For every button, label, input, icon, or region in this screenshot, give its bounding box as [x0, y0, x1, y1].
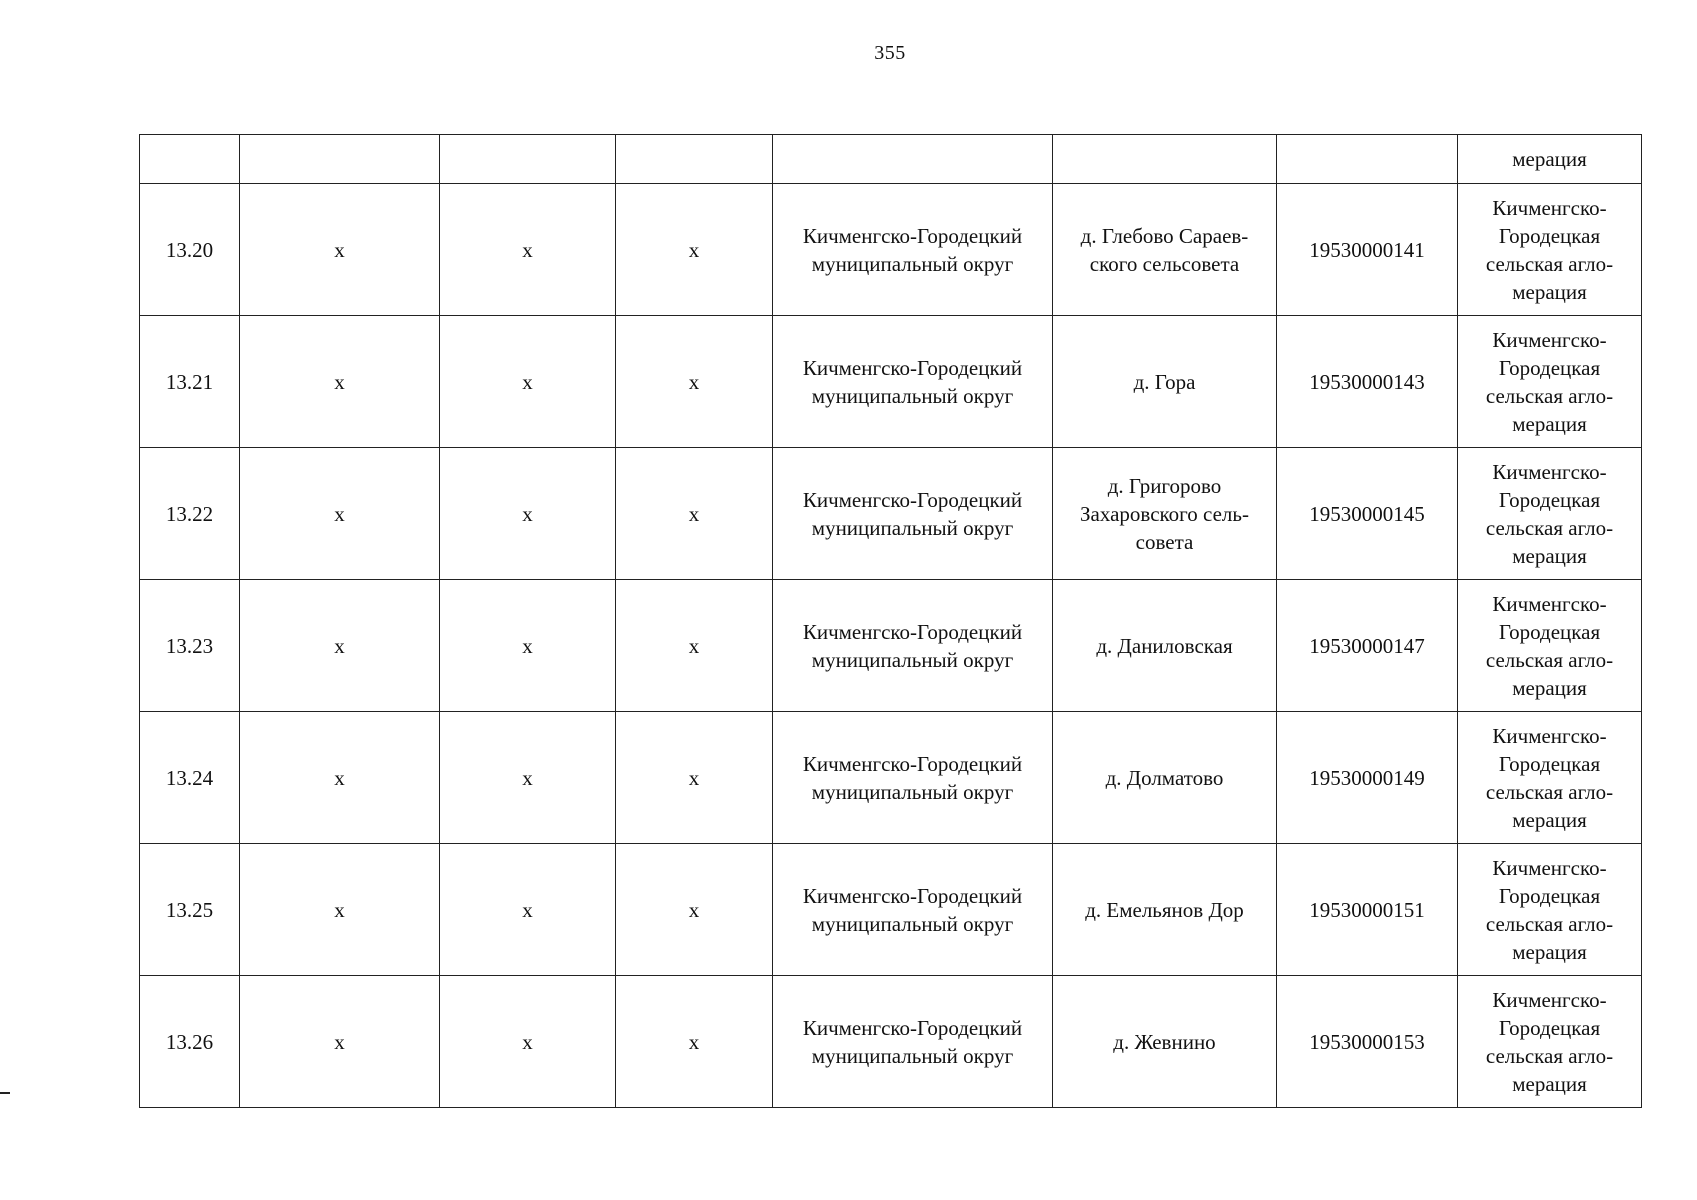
- agglomeration-cell: [1458, 184, 1642, 316]
- settlement-cell-line: д. Долматово: [1105, 765, 1224, 790]
- table-row: [140, 316, 1642, 448]
- agglomeration-cell-line: Кичменгско-: [1492, 591, 1607, 616]
- code-cell: 19530000151: [1277, 844, 1458, 976]
- settlements-table: [139, 134, 1642, 1108]
- mark-cell: х: [440, 184, 616, 316]
- district-cell-line: Кичменгско-Городецкий: [802, 223, 1023, 248]
- table-row: [140, 976, 1642, 1108]
- agglomeration-cell: [1458, 976, 1642, 1108]
- district-cell-line: Кичменгско-Городецкий: [802, 751, 1023, 776]
- cont-cell-num: [140, 135, 240, 184]
- code-cell: 19530000141: [1277, 184, 1458, 316]
- mark-cell: х: [440, 316, 616, 448]
- agglomeration-cell-line: мерация: [1512, 675, 1587, 700]
- agglomeration-cell: [1458, 844, 1642, 976]
- settlement-cell-line: д. Жевнино: [1113, 1029, 1216, 1054]
- mark-cell: х: [616, 184, 773, 316]
- agglomeration-cell-line: сельская агло-: [1485, 383, 1614, 408]
- row-number-cell: 13.25: [140, 844, 240, 976]
- settlement-cell: [1053, 844, 1277, 976]
- mark-cell: х: [240, 316, 440, 448]
- settlement-cell: [1053, 184, 1277, 316]
- mark-cell: х: [240, 448, 440, 580]
- settlement-cell-line: д. Даниловская: [1096, 633, 1233, 658]
- code-cell: 19530000147: [1277, 580, 1458, 712]
- settlement-cell-line: ского сельсовета: [1089, 251, 1240, 276]
- row-number-cell: 13.26: [140, 976, 240, 1108]
- agglomeration-cell-line: сельская агло-: [1485, 515, 1614, 540]
- cont-cell-agglomeration: мерация: [1458, 135, 1642, 184]
- mark-cell: х: [440, 976, 616, 1108]
- settlement-cell-line: д. Глебово Сараев-: [1080, 223, 1249, 248]
- row-number-cell: 13.20: [140, 184, 240, 316]
- agglomeration-cell: [1458, 580, 1642, 712]
- mark-cell: х: [240, 580, 440, 712]
- district-cell-line: муниципальный округ: [811, 251, 1014, 276]
- mark-cell: х: [440, 580, 616, 712]
- district-cell-line: муниципальный округ: [811, 911, 1014, 936]
- code-cell: 19530000149: [1277, 712, 1458, 844]
- agglomeration-cell-line: сельская агло-: [1485, 779, 1614, 804]
- table-row: [140, 580, 1642, 712]
- agglomeration-cell-line: мерация: [1512, 543, 1587, 568]
- district-cell: [773, 844, 1053, 976]
- agglomeration-cell: [1458, 316, 1642, 448]
- agglomeration-cell-line: мерация: [1512, 807, 1587, 832]
- agglomeration-cell-line: сельская агло-: [1485, 251, 1614, 276]
- agglomeration-cell-line: сельская агло-: [1485, 647, 1614, 672]
- agglomeration-cell-line: Кичменгско-: [1492, 855, 1607, 880]
- district-cell-line: Кичменгско-Городецкий: [802, 619, 1023, 644]
- code-cell: 19530000143: [1277, 316, 1458, 448]
- cont-cell-c2: [240, 135, 440, 184]
- settlement-cell: [1053, 580, 1277, 712]
- code-cell: 19530000145: [1277, 448, 1458, 580]
- table-row: [140, 448, 1642, 580]
- district-cell-line: Кичменгско-Городецкий: [802, 1015, 1023, 1040]
- agglomeration-cell-line: мерация: [1512, 939, 1587, 964]
- agglomeration-cell-line: Городецкая: [1498, 1015, 1601, 1040]
- margin-mark: [0, 1092, 10, 1094]
- district-cell: [773, 580, 1053, 712]
- settlement-cell: [1053, 316, 1277, 448]
- agglomeration-cell-line: Кичменгско-: [1492, 327, 1607, 352]
- row-number-cell: 13.23: [140, 580, 240, 712]
- mark-cell: х: [616, 844, 773, 976]
- district-cell: [773, 712, 1053, 844]
- settlement-cell-line: Захаровского сель-: [1080, 501, 1249, 526]
- table-row: [140, 184, 1642, 316]
- settlement-cell: [1053, 712, 1277, 844]
- table-row: [140, 712, 1642, 844]
- agglomeration-cell-line: Городецкая: [1498, 355, 1601, 380]
- table-row: [140, 844, 1642, 976]
- district-cell-line: муниципальный округ: [811, 647, 1014, 672]
- agglomeration-cell-line: Кичменгско-: [1492, 195, 1607, 220]
- mark-cell: х: [616, 580, 773, 712]
- district-cell-line: муниципальный округ: [811, 515, 1014, 540]
- cont-cell-c4: [616, 135, 773, 184]
- settlement-cell: [1053, 976, 1277, 1108]
- district-cell-line: муниципальный округ: [811, 1043, 1014, 1068]
- cont-cell-settlement: [1053, 135, 1277, 184]
- settlement-cell-line: д. Емельянов Дор: [1085, 897, 1244, 922]
- agglomeration-cell: [1458, 448, 1642, 580]
- district-cell-line: муниципальный округ: [811, 383, 1014, 408]
- agglomeration-cell-line: Городецкая: [1498, 487, 1601, 512]
- district-cell: [773, 184, 1053, 316]
- agglomeration-cell-line: мерация: [1512, 411, 1587, 436]
- agglomeration-cell-line: Кичменгско-: [1492, 987, 1607, 1012]
- settlement-cell-line: совета: [1135, 529, 1194, 554]
- agglomeration-cell: [1458, 712, 1642, 844]
- agglomeration-cell-line: Кичменгско-: [1492, 723, 1607, 748]
- cont-cell-district: [773, 135, 1053, 184]
- district-cell-line: Кичменгско-Городецкий: [802, 883, 1023, 908]
- mark-cell: х: [440, 448, 616, 580]
- row-number-cell: 13.21: [140, 316, 240, 448]
- mark-cell: х: [440, 712, 616, 844]
- agglomeration-cell-line: Городецкая: [1498, 223, 1601, 248]
- settlement-cell: [1053, 448, 1277, 580]
- settlement-cell-line: д. Григорово: [1107, 473, 1222, 498]
- row-number-cell: 13.22: [140, 448, 240, 580]
- agglomeration-cell-line: мерация: [1512, 279, 1587, 304]
- mark-cell: х: [616, 448, 773, 580]
- cont-cell-code: [1277, 135, 1458, 184]
- mark-cell: х: [240, 712, 440, 844]
- mark-cell: х: [616, 712, 773, 844]
- row-number-cell: 13.24: [140, 712, 240, 844]
- mark-cell: х: [616, 316, 773, 448]
- agglomeration-cell-line: Городецкая: [1498, 619, 1601, 644]
- mark-cell: х: [616, 976, 773, 1108]
- agglomeration-cell-line: Кичменгско-: [1492, 459, 1607, 484]
- district-cell: [773, 448, 1053, 580]
- table-body: [140, 135, 1642, 1108]
- district-cell-line: муниципальный округ: [811, 779, 1014, 804]
- mark-cell: х: [240, 184, 440, 316]
- agglomeration-cell-line: Городецкая: [1498, 883, 1601, 908]
- agglomeration-cell-line: Городецкая: [1498, 751, 1601, 776]
- page-number: 355: [874, 42, 906, 64]
- agglomeration-cell-line: сельская агло-: [1485, 911, 1614, 936]
- mark-cell: х: [240, 844, 440, 976]
- code-cell: 19530000153: [1277, 976, 1458, 1108]
- district-cell: [773, 316, 1053, 448]
- district-cell: [773, 976, 1053, 1108]
- district-cell-line: Кичменгско-Городецкий: [802, 355, 1023, 380]
- cont-cell-c3: [440, 135, 616, 184]
- settlement-cell-line: д. Гора: [1133, 369, 1196, 394]
- continuation-row: [140, 135, 1642, 184]
- agglomeration-cell-line: мерация: [1512, 1071, 1587, 1096]
- mark-cell: х: [440, 844, 616, 976]
- district-cell-line: Кичменгско-Городецкий: [802, 487, 1023, 512]
- agglomeration-cell-line: сельская агло-: [1485, 1043, 1614, 1068]
- mark-cell: х: [240, 976, 440, 1108]
